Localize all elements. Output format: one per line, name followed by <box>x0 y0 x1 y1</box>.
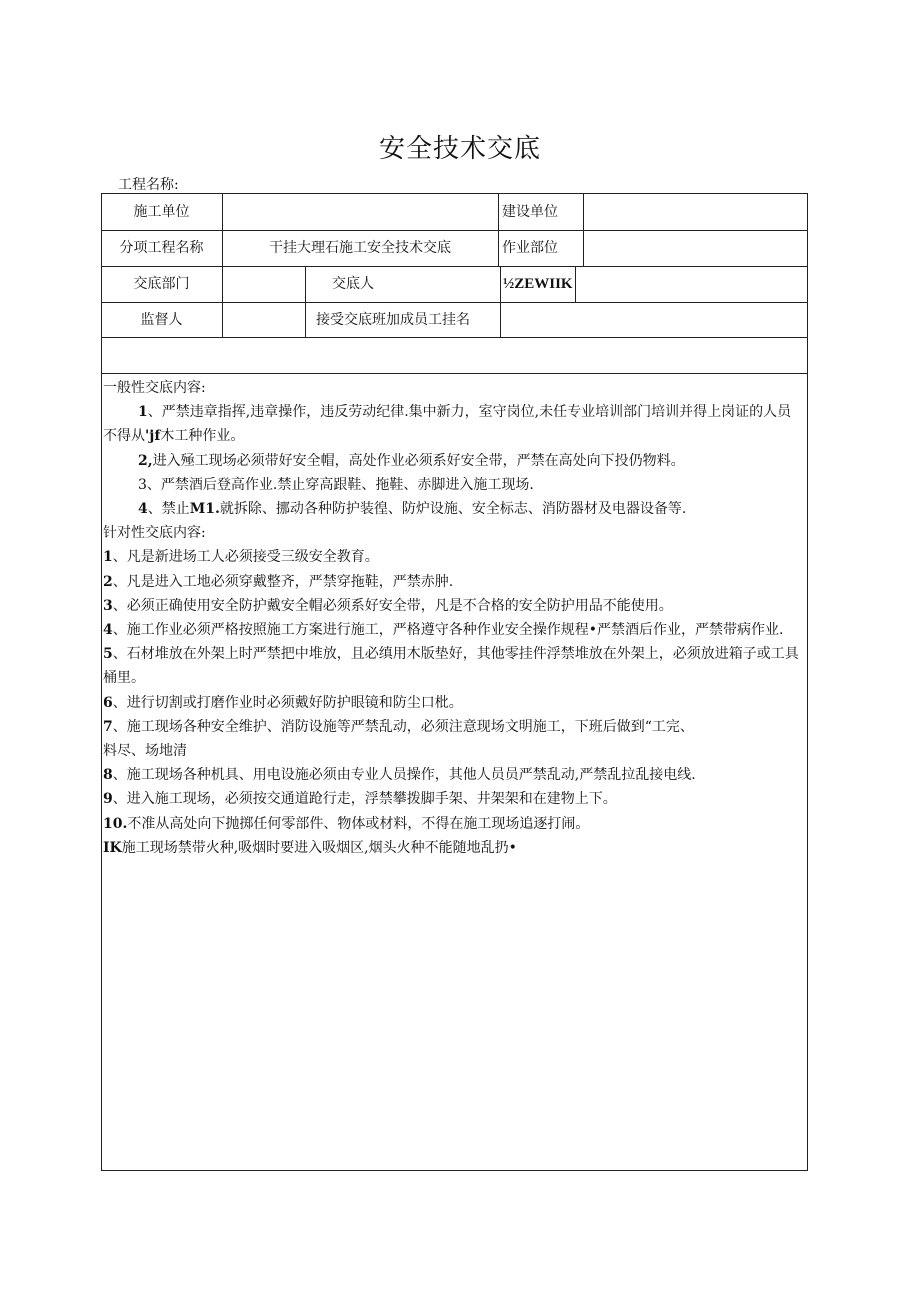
specific-item-10 <box>103 812 803 836</box>
column-divider <box>305 266 306 337</box>
item-number: 6 <box>103 694 113 711</box>
item-text: 、施工现场各种机具、用电设施必须由专业人员操作，其他人员员严禁乱动,严禁乱拉乱接电线. <box>112 767 696 784</box>
item-text: 、凡是新进场工人必须接受三级安全教育。 <box>112 549 379 566</box>
item-text: 、施工作业必须严格按照施工方案进行施工，严格遵守各种作业安全操作规程•严禁酒后作业，严禁带病作业. <box>112 622 784 639</box>
specific-item-11 <box>103 836 803 860</box>
item-text: 、石材堆放在外架上时严禁把中堆放，且必缜用木版垫好，其他零挂件浮禁堆放在外架上，必须放进箱子或工具桶里。 <box>103 646 799 687</box>
supervisor-label: 监督人 <box>140 312 183 328</box>
item-text: 不准从高处向下抛掷任何零部件、物体或材料，不得在施工现场追逐打闹。 <box>127 815 590 832</box>
general-item-3 <box>103 473 803 497</box>
item-number: 8 <box>103 767 113 784</box>
general-item-2 <box>103 449 803 473</box>
receivers-label: 接受交底班加成员工挂名 <box>316 312 470 328</box>
item-number: 5 <box>103 646 113 663</box>
specific-heading: 针对性交底内容: <box>103 525 206 542</box>
disclosure-dept-label: 交底部门 <box>133 276 190 292</box>
item-text: 、进行切割或打磨作业时必须戴好防护眼镜和防尘口枇。 <box>112 694 463 711</box>
specific-item-3 <box>103 594 803 618</box>
item-text: 、施工现场各种安全维护、消防设施等严禁乱动，必须注意现场文明施工，下班后做到“工完、 <box>112 718 694 735</box>
item-number: IK <box>103 839 122 856</box>
item-number: 2, <box>138 452 153 469</box>
item-text: 就拆除、挪动各种防护装徨、防炉设施、安全标志、消防器材及电器设备等. <box>219 501 687 518</box>
item-text: 、必须正确使用安全防护戴安全帽必须系好安全带，凡是不合格的安全防护用品不能使用。 <box>112 597 673 614</box>
item-number: 4 <box>103 622 113 639</box>
item-text: 、严禁违章指挥,违章操作，违反劳动纪律.集中新力，室守岗位,未任专业培训部门培训并得上岗证的人员不得从 <box>103 404 792 445</box>
discloser-label: 交底人 <box>332 276 374 292</box>
work-area-label: 作业部位 <box>502 240 558 256</box>
document-title: 安全技术交底 <box>378 134 541 164</box>
column-divider <box>500 266 501 337</box>
general-item-4 <box>103 497 803 521</box>
specific-item-6 <box>103 691 803 715</box>
item-text: 、进入施工现场，必须按交通道跄行走，浮禁攀拨脚手架、井架架和在建物上下。 <box>112 791 617 808</box>
row-divider <box>101 373 808 374</box>
item-text: 进入殛工现场必须带好安全帽，高处作业必须系好安全带，严禁在高处向下投仍物料。 <box>152 452 685 469</box>
item-number: 1 <box>103 549 113 566</box>
specific-item-7 <box>103 715 803 739</box>
specific-item-2 <box>103 570 803 594</box>
specific-item-4 <box>103 618 803 642</box>
sub-project-value: 干挂大理石施工安全技术交底 <box>269 240 451 256</box>
item-text: 、禁止 <box>147 501 190 518</box>
specific-item-5 <box>103 642 803 690</box>
project-name-label: 工程名称: <box>118 177 179 193</box>
item-number: 4 <box>138 501 148 518</box>
item-text: 、严禁酒后登高作业.禁止穿高跟鞋、拖鞋、赤脚进入施工现场. <box>146 476 534 493</box>
general-heading: 一般性交底内容: <box>103 380 206 396</box>
building-unit-label: 建设单位 <box>502 204 558 220</box>
item-text: 施工现场禁带火种,吸烟时要进入吸烟区,烟头火种不能随地乱扔• <box>121 839 517 856</box>
general-item-1 <box>103 400 803 448</box>
sub-project-label: 分项工程名称 <box>119 240 204 256</box>
item-text-bold: M1. <box>189 501 220 518</box>
item-number: 2 <box>103 573 113 590</box>
item-number: 3 <box>138 476 147 493</box>
construction-unit-label: 施工单位 <box>133 204 190 220</box>
column-divider <box>498 193 499 266</box>
specific-item-9 <box>103 787 803 811</box>
item-number: 10. <box>103 815 128 832</box>
discloser-value: ½ZEWIIK <box>503 276 573 292</box>
item-number: 1 <box>138 404 148 421</box>
item-number: 3 <box>103 597 113 614</box>
specific-item-8 <box>103 763 803 787</box>
specific-item-7-continued: 料尽、场地清 <box>103 743 187 760</box>
item-text: 、凡是进入工地必须穿戴整齐，严禁穿拖鞋，严禁赤肿. <box>112 573 454 590</box>
item-number: 9 <box>103 791 113 808</box>
item-number: 7 <box>103 718 113 735</box>
item-text-bold: 'jf <box>145 428 161 445</box>
disclosure-content <box>103 376 803 860</box>
column-divider <box>583 193 584 266</box>
specific-item-1 <box>103 545 803 569</box>
column-divider <box>575 266 576 302</box>
item-text: 木工种作业。 <box>160 428 245 445</box>
